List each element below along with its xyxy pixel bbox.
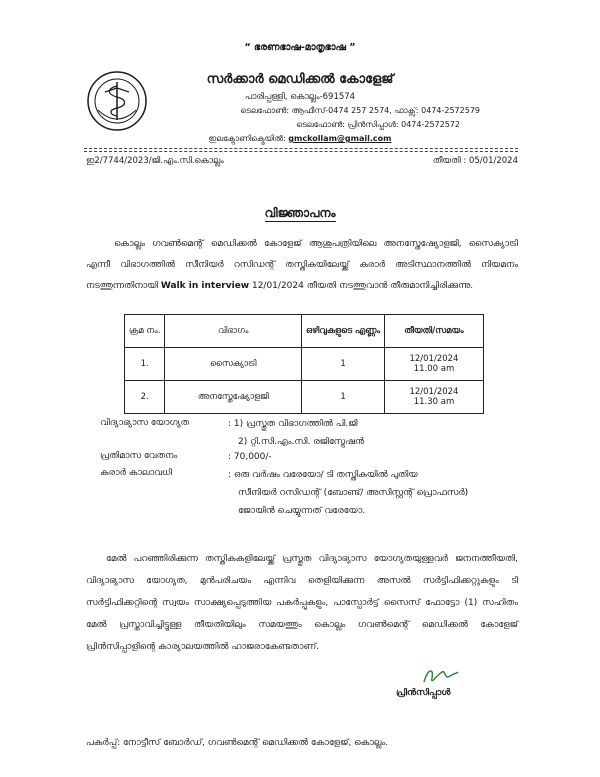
tenure-line-3: ജോയിൻ ചെയ്യുന്നത് വരേയോ. [238,506,366,516]
principal-phone: ടെലഫോൺ: പ്രിൻസിപ്പാൾ: 0474-2572572 [296,120,460,129]
row-datetime [384,348,483,381]
email-line [150,134,450,144]
qualification-value [228,415,364,451]
college-address: പാരിപ്പള്ളി, കൊല്ലം-691574 [244,92,356,102]
salary-label: പ്രതിമാസ വേതനം [100,451,178,461]
vacancy-table [124,314,484,414]
notice-heading-text: വിജ്ഞാപനം [264,206,336,220]
college-emblem-icon [86,70,148,132]
tenure-line-1: : ഒരു വർഷം വരേയോ/ ടി തസ്തികയിൽ പുതിയ [228,470,418,480]
intro-text-1: കൊല്ലം ഗവൺമെന്റ് മെഡിക്കൽ കോളേജ് ആശുപത്രിയിലെ അനസ്തേഷ്യോളജി, സൈക്യാട്രി എന്നീ വിഭാഗത്തിൽ സീനിയർ റസിഡന്റ് തസ്തികയിലേയ്ക്ക് കരാർ അടിസ്ഥാനത്തിൽ നിയമനം നടത്തുന്നതിനായി [86,239,518,291]
office-phone: ടെലഫോൺ: ആഫീസ്-0474 257 2574, ഫാക്സ്: 0474-2572579 [240,106,480,115]
notice-date: തീയതി : 05/01/2024 [432,156,518,166]
qualification-item-2: 2) റ്റി.സി.എം.സി. രജിസ്ട്രേഷൻ [238,437,364,447]
row-department: അനസ്തേഷ്യോളജി [165,381,302,414]
col-header-datetime: തീയതി/സമയം [384,315,483,348]
row-date: 12/01/2024 [409,354,459,364]
row-vacancies: 1 [302,348,385,381]
header-divider [84,151,518,152]
qualification-label: വിദ്യാഭ്യാസ യോഗ്യത [100,418,190,428]
row-datetime [384,381,483,414]
tenure-line-2: സീനിയർ റസിഡന്റ് (ബോണ്ട്/ അസിസ്റ്റന്റ് പ്രൊഫസർ) [238,488,469,498]
col-header-serial: ക്രമ നം. [125,315,165,348]
table-row [125,348,484,381]
instructions-paragraph: മേൽ പറഞ്ഞിരിക്കുന്ന തസ്തികകളിലേയ്ക്ക് പ്രസ്തുത വിദ്യാഭ്യാസ യോഗ്യതയുള്ളവർ ജനനത്തീയതി, വിദ്യാഭ്യാസ യോഗ്യത, മുൻപരിചയം എന്നിവ തെളിയിക്കുന്ന അസൽ സർട്ടിഫിക്കറ്റുകളും ടി സർട്ടിഫിക്കറ്റിന്റെ സ്വയം സാക്ഷ്യപ്പെടുത്തിയ പകർപ്പുകളും, പാസ്പോർട്ട് സൈസ് ഫോട്ടോ (1) സഹിതം മേൽ പ്രസ്താവിച്ചിട്ടുള്ള തീയതിയിലും സമയത്തും കൊല്ലം ഗവൺമെന്റ് മെഡിക്കൽ കോളേജ് പ്രിൻസിപ്പാളിന്റെ കാര്യാലയത്തിൽ ഹാജരാകേണ്ടതാണ്. [86,554,518,652]
email-label: ഇലക്ട്രോണിക്മെയിൽ: [208,134,289,143]
tenure-label: കരാർ കാലാവധി [100,468,172,478]
email-address[interactable]: gmckollam@gmail.com [288,134,392,143]
tenure-value [228,466,468,520]
signatory-title: പ്രിൻസിപ്പാൾ [396,688,451,698]
row-time: 11.30 am [413,397,455,407]
salary-value: : 70,000/- [228,452,272,462]
intro-paragraph [86,234,518,297]
reference-number: ഇ2/7744/2023/ജി.എം.സി.കൊല്ലം [86,156,224,166]
notice-heading [0,206,600,221]
table-header-row [125,315,484,348]
qualification-item-1: : 1) പ്രസ്തുത വിഭാഗത്തിൽ പി.ജി [228,419,358,429]
row-department: സൈക്യാട്രി [165,348,302,381]
row-serial: 1. [125,348,165,381]
copy-to-line: പകർപ്പ്: നോട്ടീസ് ബോർഡ്, ഗവൺമെന്റ് മെഡിക്കൽ കോളേജ്, കൊല്ലം. [86,738,389,748]
table-row [125,381,484,414]
row-date: 12/01/2024 [409,387,459,397]
col-header-vacancies: ഒഴിവുകളുടെ എണ്ണം [302,315,385,348]
college-name: സർക്കാർ മെഡിക്കൽ കോളേജ് [206,72,394,87]
col-header-department: വിഭാഗം [165,315,302,348]
header-divider [84,148,518,149]
row-time: 11.00 am [413,364,455,374]
row-vacancies: 1 [302,381,385,414]
signature-icon [420,664,460,688]
walk-in-label: Walk in interview [160,281,250,291]
motto: “ ഭരണഭാഷ-മാതൃഭാഷ ” [244,42,356,53]
intro-text-2: 12/01/2024 തീയതി നടത്തുവാൻ തീരുമാനിച്ചിരിക്കുന്നു. [249,281,474,291]
row-serial: 2. [125,381,165,414]
